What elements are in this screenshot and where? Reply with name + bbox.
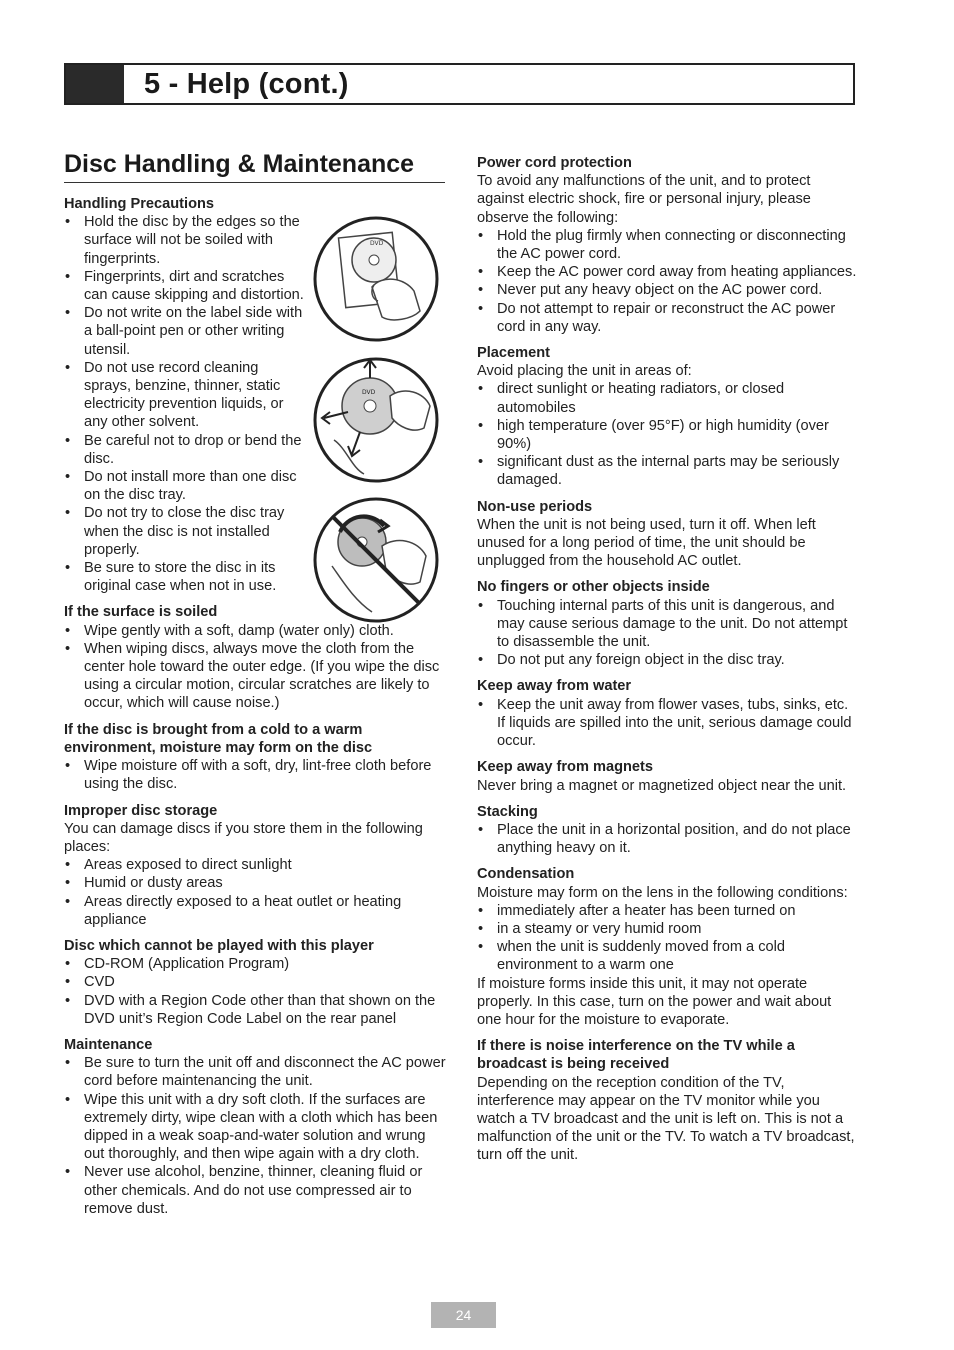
cannot-play-heading: Disc which cannot be played with this player — [64, 937, 374, 954]
list-item: • Wipe gently with a soft, damp (water only) cloth. — [64, 622, 446, 640]
section-title: Disc Handling & Maintenance — [64, 150, 445, 183]
list-item: • Touching internal parts of this unit is dangerous, and may cause serious damage to the unit. Do not attempt to disassemble the unit. — [477, 597, 857, 652]
cannot-play-list — [64, 955, 446, 1028]
list-item: • high temperature (over 95°F) or high humidity (over 90%) — [477, 417, 857, 453]
condensation-text: Moisture may form on the lens in the following conditions: — [477, 884, 848, 901]
disc-label-text-2: DVD — [362, 389, 376, 396]
condensation-heading: Condensation — [477, 866, 575, 883]
list-item: • DVD with a Region Code other than that shown on the DVD unit’s Region Code Label on the rear panel — [64, 992, 446, 1028]
magnets-heading: Keep away from magnets — [477, 759, 653, 776]
condensation-list — [477, 902, 857, 975]
stacking-list — [477, 821, 857, 857]
list-item: • Humid or dusty areas — [64, 874, 446, 892]
header-accent-block — [66, 65, 124, 103]
list-item: • significant dust as the internal parts may be seriously damaged. — [477, 453, 857, 489]
nonuse-text: When the unit is not being used, turn it off. When left unused for a long period of time, the unit should be unplugged from the household AC outlet. — [477, 516, 816, 570]
list-item: • Never put any heavy object on the AC power cord. — [477, 281, 857, 299]
disc-label-text: DVD — [370, 240, 384, 247]
storage-text: You can damage discs if you store them in the following places: — [64, 820, 423, 855]
list-item: • Be sure to turn the unit off and disconnect the AC power cord before maintenancing the unit. — [64, 1054, 446, 1090]
handling-list — [64, 213, 446, 595]
list-item: • direct sunlight or heating radiators, or closed automobiles — [477, 380, 857, 416]
power-heading: Power cord protection — [477, 155, 632, 171]
noise-heading: If there is noise interference on the TV while a broadcast is being received — [477, 1038, 795, 1073]
noise-text: Depending on the reception condition of the TV, interference may appear on the TV monitor while you watch a TV broadcast and the unit is left on. This is not a malfunction of the unit or the TV. To watch a TV broadcast, turn off the unit. — [477, 1074, 855, 1164]
water-heading: Keep away from water — [477, 678, 632, 695]
list-item: • Wipe moisture off with a soft, dry, lint-free cloth before using the disc. — [64, 757, 446, 793]
list-item: • Place the unit in a horizontal position, and do not place anything heavy on it. — [477, 821, 857, 857]
cold-list — [64, 757, 446, 793]
list-item: • CD-ROM (Application Program) — [64, 955, 446, 973]
list-item: • Do not use record cleaning sprays, benzine, thinner, static electricity prevention liquids, or any other solvent. — [64, 359, 304, 432]
list-item: • Be careful not to drop or bend the disc. — [64, 432, 304, 468]
list-item: • Keep the AC power cord away from heating appliances. — [477, 263, 857, 281]
page-title: 5 - Help (cont.) — [144, 68, 349, 100]
nonuse-heading: Non-use periods — [477, 498, 593, 515]
stacking-heading: Stacking — [477, 803, 538, 820]
list-item: • immediately after a heater has been turned on — [477, 902, 857, 920]
storage-list — [64, 856, 446, 929]
cold-heading: If the disc is brought from a cold to a warm environment, moisture may form on the disc — [64, 721, 373, 756]
storage-heading: Improper disc storage — [64, 802, 218, 819]
power-text: To avoid any malfunctions of the unit, and to protect against electric shock, fire or personal injury, please observe the following: — [477, 173, 811, 226]
soiled-list — [64, 622, 446, 713]
list-item: • Fingerprints, dirt and scratches can cause skipping and distortion. — [64, 268, 304, 304]
list-item: • When wiping discs, always move the cloth from the center hole toward the outer edge. (If you wipe the disc using a circular motion, circular scratches are likely to occur, which will cause noise.) — [64, 640, 446, 713]
page-header — [64, 63, 855, 105]
list-item: • Do not put any foreign object in the disc tray. — [477, 651, 857, 669]
placement-text: Avoid placing the unit in areas of: — [477, 363, 692, 380]
placement-heading: Placement — [477, 345, 551, 362]
list-item: • Never use alcohol, benzine, thinner, cleaning fluid or other chemicals. And do not use compressed air to remove dust. — [64, 1163, 446, 1218]
list-item: • Do not try to close the disc tray when the disc is not installed properly. — [64, 504, 304, 559]
list-item: • Areas exposed to direct sunlight — [64, 856, 446, 874]
right-column — [477, 154, 857, 1165]
placement-list — [477, 380, 857, 489]
page-number: 24 — [431, 1302, 496, 1328]
list-item: • Be sure to store the disc in its original case when not in use. — [64, 559, 304, 595]
maintenance-heading: Maintenance — [64, 1036, 153, 1053]
list-item: • Hold the plug firmly when connecting or disconnecting the AC power cord. — [477, 227, 857, 263]
soiled-heading: If the surface is soiled — [64, 604, 218, 621]
water-list — [477, 696, 857, 751]
list-item: • Wipe this unit with a dry soft cloth. If the surfaces are extremely dirty, wipe clean with a cloth which has been dipped in a weak soap-and-water solution and wrung out thoroughly, and then wipe again with a dry cloth. — [64, 1091, 446, 1164]
maintenance-list — [64, 1054, 446, 1218]
list-item: • Hold the disc by the edges so the surface will not be soiled with fingerprints. — [64, 213, 304, 268]
condensation-text-2: If moisture forms inside this unit, it may not operate properly. In this case, turn on the power and wait about one hour for the moisture to evaporate. — [477, 975, 832, 1028]
list-item: • Do not attempt to repair or reconstruct the AC power cord in any way. — [477, 300, 857, 336]
list-item: • when the unit is suddenly moved from a cold environment to a warm one — [477, 938, 857, 974]
magnets-text: Never bring a magnet or magnetized object near the unit. — [477, 777, 847, 794]
fingers-heading: No fingers or other objects inside — [477, 579, 710, 596]
list-item: • in a steamy or very humid room — [477, 920, 857, 938]
list-item: • Keep the unit away from flower vases, tubs, sinks, etc. If liquids are spilled into the unit, serious damage could occur. — [477, 696, 857, 751]
list-item: • Areas directly exposed to a heat outlet or heating appliance — [64, 893, 446, 929]
handling-heading: Handling Precautions — [64, 196, 215, 212]
power-list — [477, 227, 857, 336]
left-column — [64, 195, 446, 1218]
fingers-list — [477, 597, 857, 670]
list-item: • Do not write on the label side with a ball-point pen or other writing utensil. — [64, 304, 304, 359]
list-item: • Do not install more than one disc on the disc tray. — [64, 468, 304, 504]
list-item: • CVD — [64, 973, 446, 991]
